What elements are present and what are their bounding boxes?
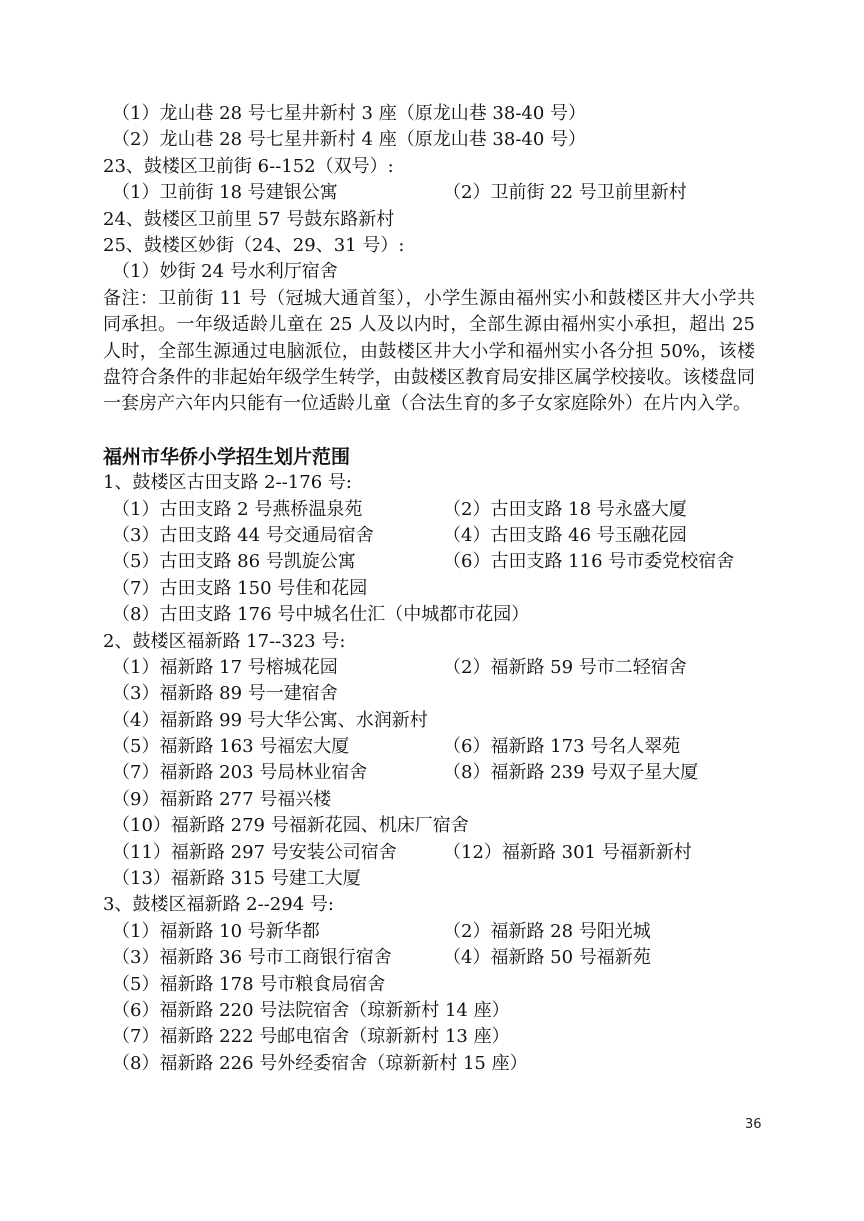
- list-item: （4）福新路 99 号大华公寓、水润新村: [112, 709, 428, 731]
- list-item: 23、鼓楼区卫前街 6--152（双号）:: [103, 155, 394, 177]
- section-list: [103, 470, 763, 1077]
- list-item: （13）福新路 315 号建工大厦: [112, 868, 361, 890]
- list-item: （1）福新路 17 号榕城花园: [112, 656, 338, 678]
- list-item: 25、鼓楼区妙街（24、29、31 号）:: [103, 234, 405, 256]
- list-item: （5）古田支路 86 号凯旋公寓: [112, 551, 356, 573]
- list-item: （1）妙街 24 号水利厅宿舍: [112, 261, 338, 283]
- list-line: [103, 998, 763, 1024]
- list-line: [103, 1024, 763, 1050]
- list-line: [103, 101, 763, 127]
- list-item: （7）福新路 203 号局林业宿舍: [112, 762, 368, 784]
- list-item: （8）福新路 239 号双子星大厦: [443, 762, 699, 784]
- list-line: [103, 892, 763, 918]
- list-line: [103, 180, 763, 206]
- list-item: （11）福新路 297 号安装公司宿舍: [112, 841, 397, 863]
- list-line: [103, 127, 763, 153]
- list-line: [103, 207, 763, 233]
- list-item: （7）福新路 222 号邮电宿舍（琼新新村 13 座）: [112, 1026, 510, 1048]
- list-line: [103, 523, 763, 549]
- list-line: [103, 1051, 763, 1077]
- list-line: [103, 154, 763, 180]
- list-line: [103, 629, 763, 655]
- list-item: （2）福新路 59 号市二轻宿舍: [443, 656, 687, 678]
- list-line: [103, 919, 763, 945]
- list-line: [103, 840, 763, 866]
- list-line: [103, 866, 763, 892]
- list-item: （10）福新路 279 号福新花园、机床厂宿舍: [112, 815, 469, 837]
- page-number: 36: [745, 1117, 762, 1132]
- list-item: （6）古田支路 116 号市委党校宿舍: [443, 551, 735, 573]
- note-paragraph: 备注：卫前街 11 号（冠城大通首玺），小学生源由福州实小和鼓楼区井大小学共同承担。一年级适龄儿童在 25 人及以内时，全部生源由福州实小承担，超出 25 人时，全部生源通过电脑派位，由鼓楼区井大小学和福州实小各分担 50%，该楼盘符合条件的非起始年级学生转学，由鼓楼区教育局安排区属学校接收。该楼盘同一套房产六年内只能有一位适龄儿童（合法生育的多子女家庭除外）在片内入学。: [103, 287, 755, 415]
- list-line: [103, 470, 763, 496]
- list-item: 1、鼓楼区古田支路 2--176 号:: [103, 472, 352, 494]
- list-item: （6）福新路 173 号名人翠苑: [443, 736, 681, 758]
- list-item: （7）古田支路 150 号佳和花园: [112, 577, 368, 599]
- list-line: [103, 734, 763, 760]
- list-line: [103, 549, 763, 575]
- list-item: （9）福新路 277 号福兴楼: [112, 788, 332, 810]
- list-item: （5）福新路 163 号福宏大厦: [112, 736, 350, 758]
- list-item: （8）福新路 226 号外经委宿舍（琼新新村 15 座）: [112, 1052, 528, 1074]
- list-line: [103, 787, 763, 813]
- list-item: 3、鼓楼区福新路 2--294 号:: [103, 894, 334, 916]
- list-item: （4）福新路 50 号福新苑: [443, 947, 651, 969]
- list-item: （2）龙山巷 28 号七星井新村 4 座（原龙山巷 38-40 号）: [112, 129, 587, 151]
- list-item: （3）福新路 36 号市工商银行宿舍: [112, 947, 392, 969]
- list-item: （8）古田支路 176 号中城名仕汇（中城都市花园）: [112, 604, 530, 626]
- list-line: [103, 945, 763, 971]
- list-line: [103, 972, 763, 998]
- list-item: （1）古田支路 2 号燕桥温泉苑: [112, 498, 363, 520]
- list-item: （4）古田支路 46 号玉融花园: [443, 524, 687, 546]
- list-line: [103, 708, 763, 734]
- list-item: （1）卫前街 18 号建银公寓: [112, 182, 338, 204]
- list-item: 2、鼓楼区福新路 17--323 号:: [103, 630, 346, 652]
- list-line: [103, 681, 763, 707]
- list-line: [103, 497, 763, 523]
- list-item: （1）龙山巷 28 号七星井新村 3 座（原龙山巷 38-40 号）: [112, 103, 587, 124]
- list-item: （1）福新路 10 号新华都: [112, 920, 320, 942]
- list-item: （2）卫前街 22 号卫前里新村: [443, 182, 687, 204]
- list-line: [103, 655, 763, 681]
- list-item: （2）古田支路 18 号永盛大厦: [443, 498, 687, 520]
- list-item: （12）福新路 301 号福新新村: [443, 841, 692, 863]
- list-line: [103, 233, 763, 259]
- list-item: （3）古田支路 44 号交通局宿舍: [112, 524, 374, 546]
- list-line: [103, 813, 763, 839]
- document-page: [103, 101, 763, 1077]
- list-item: （3）福新路 89 号一建宿舍: [112, 683, 338, 705]
- list-line: [103, 259, 763, 285]
- list-line: [103, 576, 763, 602]
- list-item: （6）福新路 220 号法院宿舍（琼新新村 14 座）: [112, 999, 510, 1021]
- section-title: 福州市华侨小学招生划片范围: [103, 445, 351, 468]
- list-item: 24、鼓楼区卫前里 57 号鼓东路新村: [103, 208, 395, 230]
- list-line: [103, 760, 763, 786]
- list-line: [103, 602, 763, 628]
- top-list: [103, 101, 763, 286]
- list-item: （2）福新路 28 号阳光城: [443, 920, 651, 942]
- list-item: （5）福新路 178 号市粮食局宿舍: [112, 973, 386, 995]
